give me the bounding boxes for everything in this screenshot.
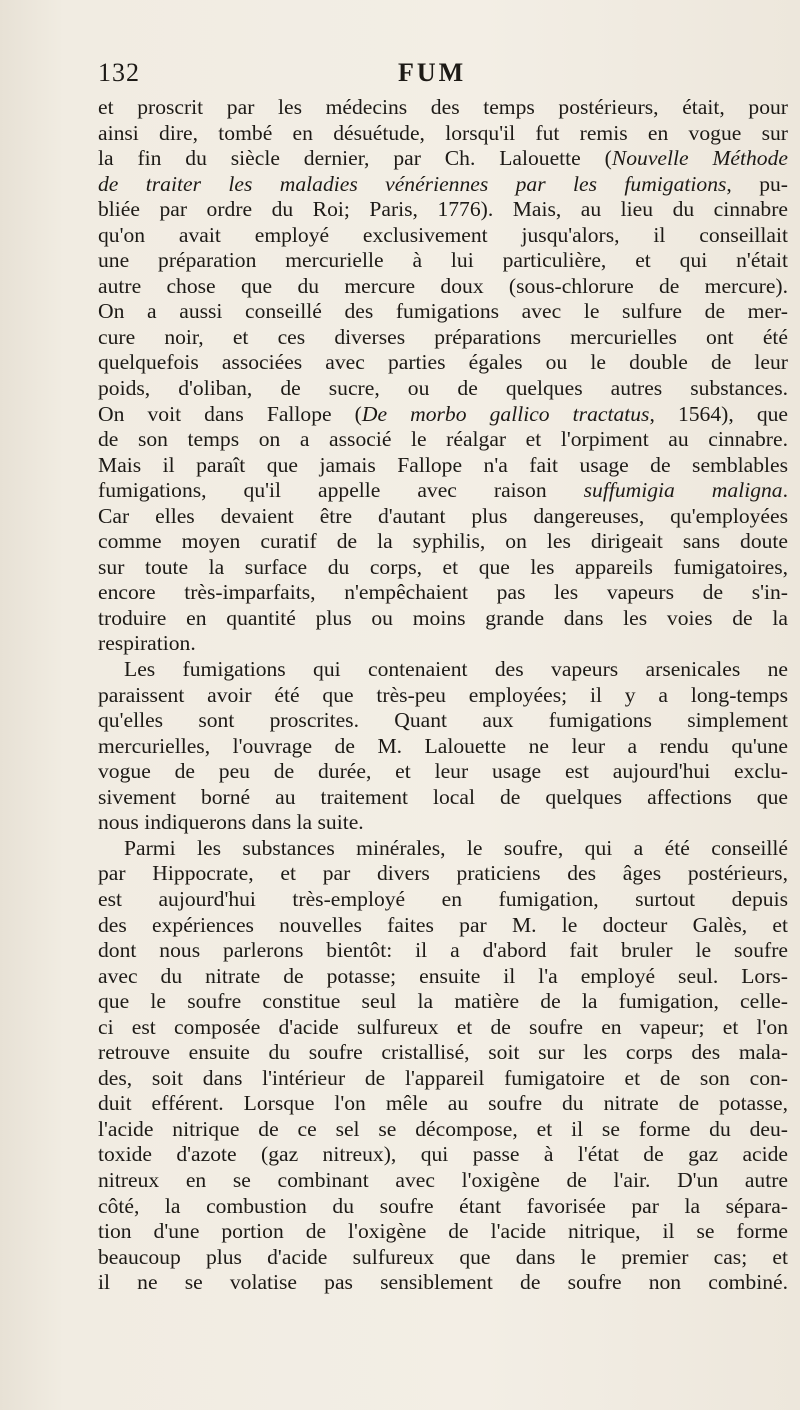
text-line: de son temps on a associé le réalgar et l'orpiment au cinnabre. <box>98 427 788 452</box>
text-line: Parmi les substances minérales, le soufre, qui a été conseillé <box>124 835 788 860</box>
text-line: paraissent avoir été que très-peu employées; il y a long-temps <box>98 682 788 707</box>
body-text <box>98 95 788 1296</box>
text-line: encore très-imparfaits, n'empêchaient pas les vapeurs de s'in- <box>98 580 788 605</box>
text-line: qu'on avait employé exclusivement jusqu'alors, il conseillait <box>98 222 788 247</box>
text-line: avec du nitrate de potasse; ensuite il l'a employé seul. Lors- <box>98 963 788 988</box>
text-line: des, soit dans l'intérieur de l'appareil fumigatoire et de son con- <box>98 1065 788 1090</box>
text-line: dont nous parlerons bientôt: il a d'abord fait bruler le soufre <box>98 938 788 963</box>
text-line: par Hippocrate, et par divers praticiens des âges postérieurs, <box>98 861 788 886</box>
text-line: sur toute la surface du corps, et que les appareils fumigatoires, <box>98 554 788 579</box>
italic-text: suffumigia maligna <box>583 478 783 503</box>
text-line: retrouve ensuite du soufre cristallisé, soit sur les corps des mala- <box>98 1040 788 1065</box>
text-line: autre chose que du mercure doux (sous-chlorure de mercure). <box>98 273 788 298</box>
text-line: la fin du siècle dernier, par Ch. Lalouette (Nouvelle Méthode <box>98 146 788 171</box>
running-head: FUM <box>398 58 467 87</box>
italic-text: Nouvelle Méthode <box>611 146 788 171</box>
text-line: vogue de peu de durée, et leur usage est aujourd'hui exclu- <box>98 759 788 784</box>
text-line: toxide d'azote (gaz nitreux), qui passe à l'état de gaz acide <box>98 1142 788 1167</box>
text-line: Car elles devaient être d'autant plus dangereuses, qu'employées <box>98 503 788 528</box>
text-line: sivement borné au traitement local de quelques affections que <box>98 784 788 809</box>
text-line: nous indiquerons dans la suite. <box>98 810 364 835</box>
text-line: poids, d'oliban, de sucre, ou de quelques autres substances. <box>98 376 788 401</box>
text-line: beaucoup plus d'acide sulfureux que dans le premier cas; et <box>98 1244 788 1269</box>
text-line: de traiter les maladies vénériennes par les fumigations, pu- <box>98 171 788 196</box>
text-line: duit efférent. Lorsque l'on mêle au soufre du nitrate de potasse, <box>98 1091 788 1116</box>
text-line: il ne se volatise pas sensiblement de soufre non combiné. <box>98 1270 788 1295</box>
text-line: est aujourd'hui très-employé en fumigation, surtout depuis <box>98 886 788 911</box>
text-line: cure noir, et ces diverses préparations mercurielles ont été <box>98 324 788 349</box>
text-line: bliée par ordre du Roi; Paris, 1776). Mais, au lieu du cinnabre <box>98 197 788 222</box>
text-line: côté, la combustion du soufre étant favorisée par la sépara- <box>98 1193 788 1218</box>
text-line: respiration. <box>98 631 196 656</box>
text-line: nitreux en se combinant avec l'oxigène de l'air. D'un autre <box>98 1167 788 1192</box>
text-line: l'acide nitrique de ce sel se décompose, et il se forme du deu- <box>98 1116 788 1141</box>
italic-text: De morbo gallico tractatus <box>361 401 650 426</box>
text-line: comme moyen curatif de la syphilis, on les dirigeait sans doute <box>98 529 788 554</box>
italic-text: de traiter les maladies vénériennes par les fumigations <box>98 171 727 196</box>
text-line: On a aussi conseillé des fumigations avec le sulfure de mer- <box>98 299 788 324</box>
page-number: 132 <box>98 58 140 87</box>
text-line: tion d'une portion de l'oxigène de l'acide nitrique, il se forme <box>98 1219 788 1244</box>
text-line: ainsi dire, tombé en désuétude, lorsqu'il fut remis en vogue sur <box>98 120 788 145</box>
text-line: mercurielles, l'ouvrage de M. Lalouette ne leur a rendu qu'une <box>98 733 788 758</box>
text-line: des expériences nouvelles faites par M. le docteur Galès, et <box>98 912 788 937</box>
text-line: troduire en quantité plus ou moins grande dans les voies de la <box>98 605 788 630</box>
text-line: et proscrit par les médecins des temps postérieurs, était, pour <box>98 95 788 119</box>
text-line: Les fumigations qui contenaient des vapeurs arsenicales ne <box>124 657 788 682</box>
text-line: quelquefois associées avec parties égales ou le double de leur <box>98 350 788 375</box>
text-line: qu'elles sont proscrites. Quant aux fumigations simplement <box>98 708 788 733</box>
page-header <box>98 58 788 90</box>
text-line: une préparation mercurielle à lui particulière, et qui n'était <box>98 248 788 273</box>
text-line: que le soufre constitue seul la matière de la fumigation, celle- <box>98 989 788 1014</box>
text-line: fumigations, qu'il appelle avec raison suffumigia maligna. <box>98 478 788 503</box>
text-line: ci est composée d'acide sulfureux et de soufre en vapeur; et l'on <box>98 1014 788 1039</box>
text-line: On voit dans Fallope (De morbo gallico tractatus, 1564), que <box>98 401 788 426</box>
text-line: Mais il paraît que jamais Fallope n'a fait usage de semblables <box>98 452 788 477</box>
